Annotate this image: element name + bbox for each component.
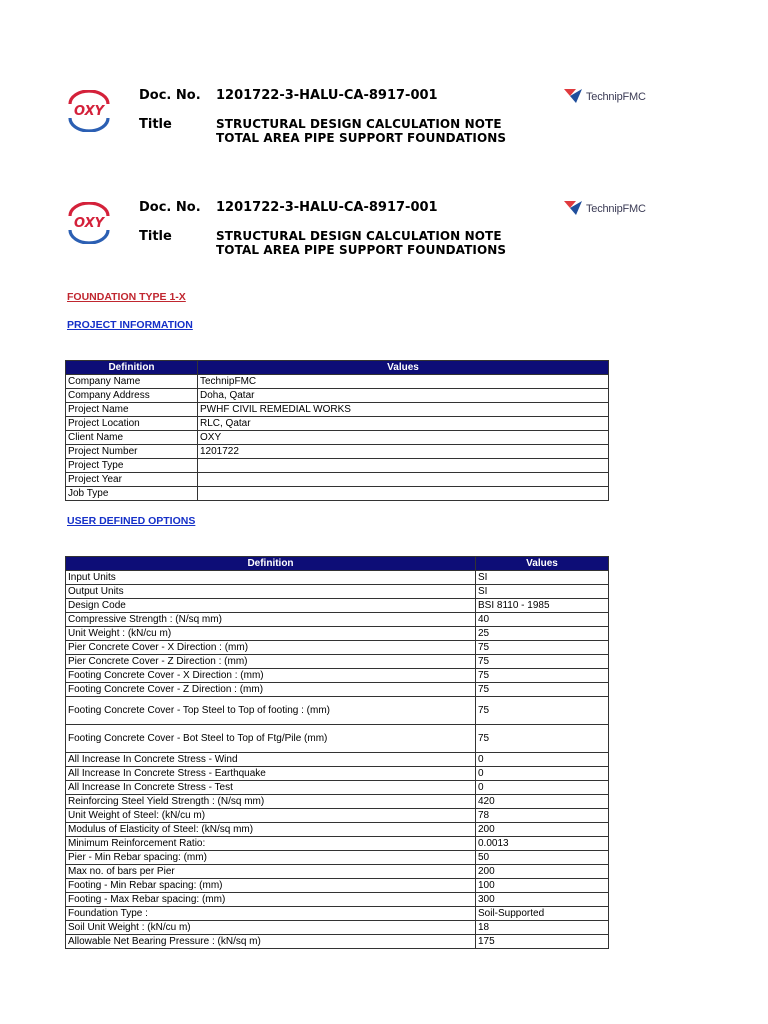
table-row [66,641,609,655]
definition-cell: All Increase In Concrete Stress - Test [66,781,476,795]
doc-number-label: Doc. No. [139,88,201,103]
table-row [66,445,609,459]
table-row [66,473,609,487]
title-line-2: TOTAL AREA PIPE SUPPORT FOUNDATIONS [216,243,507,257]
value-cell: 0 [476,781,609,795]
definition-cell: All Increase In Concrete Stress - Wind [66,753,476,767]
table-row [66,767,609,781]
value-cell: 175 [476,935,609,949]
value-cell: SI [476,571,609,585]
column-header-values: Values [476,557,609,571]
technipfmc-wordmark: TechnipFMC [586,203,646,215]
table-header-row [66,361,609,375]
column-header-definition: Definition [66,557,476,571]
definition-cell: Output Units [66,585,476,599]
title-label: Title [139,117,172,132]
table-row [66,431,609,445]
table-row [66,697,609,725]
foundation-type-heading: FOUNDATION TYPE 1-X [67,291,186,303]
value-cell: 300 [476,893,609,907]
definition-cell: Design Code [66,599,476,613]
definition-cell: Reinforcing Steel Yield Strength : (N/sq mm) [66,795,476,809]
value-cell: Doha, Qatar [198,389,609,403]
definition-cell: Minimum Reinforcement Ratio: [66,837,476,851]
definition-cell: Project Name [66,403,198,417]
value-cell: 75 [476,697,609,725]
table-row [66,487,609,501]
value-cell: OXY [198,431,609,445]
table-row [66,823,609,837]
user-defined-options-heading: USER DEFINED OPTIONS [67,515,196,527]
column-header-definition: Definition [66,361,198,375]
value-cell: 1201722 [198,445,609,459]
value-cell: 18 [476,921,609,935]
definition-cell: Input Units [66,571,476,585]
table-row [66,837,609,851]
table-row [66,809,609,823]
definition-cell: Max no. of bars per Pier [66,865,476,879]
definition-cell: Company Address [66,389,198,403]
definition-cell: Job Type [66,487,198,501]
definition-cell: Unit Weight of Steel: (kN/cu m) [66,809,476,823]
title-line-1: STRUCTURAL DESIGN CALCULATION NOTE [216,117,502,131]
table-row [66,571,609,585]
title-label: Title [139,229,172,244]
value-cell: TechnipFMC [198,375,609,389]
definition-cell: Project Location [66,417,198,431]
value-cell: 0 [476,753,609,767]
table-row [66,683,609,697]
doc-number: 1201722-3-HALU-CA-8917-001 [216,200,438,215]
definition-cell: Project Type [66,459,198,473]
definition-cell: All Increase In Concrete Stress - Earthquake [66,767,476,781]
value-cell: SI [476,585,609,599]
table-row [66,893,609,907]
value-cell: 75 [476,725,609,753]
value-cell: Soil-Supported [476,907,609,921]
table-row [66,907,609,921]
oxy-logo [64,90,114,132]
value-cell: RLC, Qatar [198,417,609,431]
technipfmc-wordmark: TechnipFMC [586,91,646,103]
value-cell: 75 [476,669,609,683]
table-row [66,879,609,893]
definition-cell: Client Name [66,431,198,445]
value-cell: 0 [476,767,609,781]
table-row [66,935,609,949]
table-row [66,725,609,753]
table-row [66,655,609,669]
value-cell: BSI 8110 - 1985 [476,599,609,613]
value-cell: 0.0013 [476,837,609,851]
value-cell: 75 [476,641,609,655]
definition-cell: Soil Unit Weight : (kN/cu m) [66,921,476,935]
value-cell [198,487,609,501]
doc-header-2 [0,200,768,270]
definition-cell: Company Name [66,375,198,389]
table-row [66,585,609,599]
definition-cell: Footing Concrete Cover - Bot Steel to Top of Ftg/Pile (mm) [66,725,476,753]
table-row [66,375,609,389]
value-cell: 75 [476,655,609,669]
value-cell: 100 [476,879,609,893]
definition-cell: Compressive Strength : (N/sq mm) [66,613,476,627]
project-information-table [65,360,609,501]
table-row [66,753,609,767]
definition-cell: Pier Concrete Cover - Z Direction : (mm) [66,655,476,669]
value-cell: 420 [476,795,609,809]
definition-cell: Footing Concrete Cover - Z Direction : (mm) [66,683,476,697]
table-row [66,851,609,865]
table-row [66,459,609,473]
svg-text:OXY: OXY [73,104,105,119]
value-cell [198,459,609,473]
title-line-2: TOTAL AREA PIPE SUPPORT FOUNDATIONS [216,131,507,145]
table-row [66,865,609,879]
svg-text:OXY: OXY [73,216,105,231]
definition-cell: Footing - Min Rebar spacing: (mm) [66,879,476,893]
user-defined-options-table [65,556,609,949]
oxy-logo [64,202,114,244]
doc-number: 1201722-3-HALU-CA-8917-001 [216,88,438,103]
table-row [66,781,609,795]
definition-cell: Unit Weight : (kN/cu m) [66,627,476,641]
title-line-1: STRUCTURAL DESIGN CALCULATION NOTE [216,229,502,243]
value-cell: 50 [476,851,609,865]
table-header-row [66,557,609,571]
definition-cell: Project Number [66,445,198,459]
definition-cell: Project Year [66,473,198,487]
table-row [66,613,609,627]
value-cell [198,473,609,487]
table-row [66,403,609,417]
table-row [66,599,609,613]
definition-cell: Pier - Min Rebar spacing: (mm) [66,851,476,865]
table-row [66,389,609,403]
table-row [66,669,609,683]
definition-cell: Footing Concrete Cover - Top Steel to Top of footing : (mm) [66,697,476,725]
table-row [66,627,609,641]
table-row [66,921,609,935]
value-cell: 78 [476,809,609,823]
value-cell: 40 [476,613,609,627]
definition-cell: Footing Concrete Cover - X Direction : (mm) [66,669,476,683]
table-row [66,795,609,809]
value-cell: 200 [476,823,609,837]
value-cell: 200 [476,865,609,879]
doc-header-1 [0,88,768,158]
value-cell: 25 [476,627,609,641]
project-information-heading: PROJECT INFORMATION [67,319,193,331]
definition-cell: Footing - Max Rebar spacing: (mm) [66,893,476,907]
definition-cell: Pier Concrete Cover - X Direction : (mm) [66,641,476,655]
table-row [66,417,609,431]
value-cell: 75 [476,683,609,697]
value-cell: PWHF CIVIL REMEDIAL WORKS [198,403,609,417]
doc-number-label: Doc. No. [139,200,201,215]
definition-cell: Foundation Type : [66,907,476,921]
column-header-values: Values [198,361,609,375]
definition-cell: Modulus of Elasticity of Steel: (kN/sq mm) [66,823,476,837]
definition-cell: Allowable Net Bearing Pressure : (kN/sq m) [66,935,476,949]
